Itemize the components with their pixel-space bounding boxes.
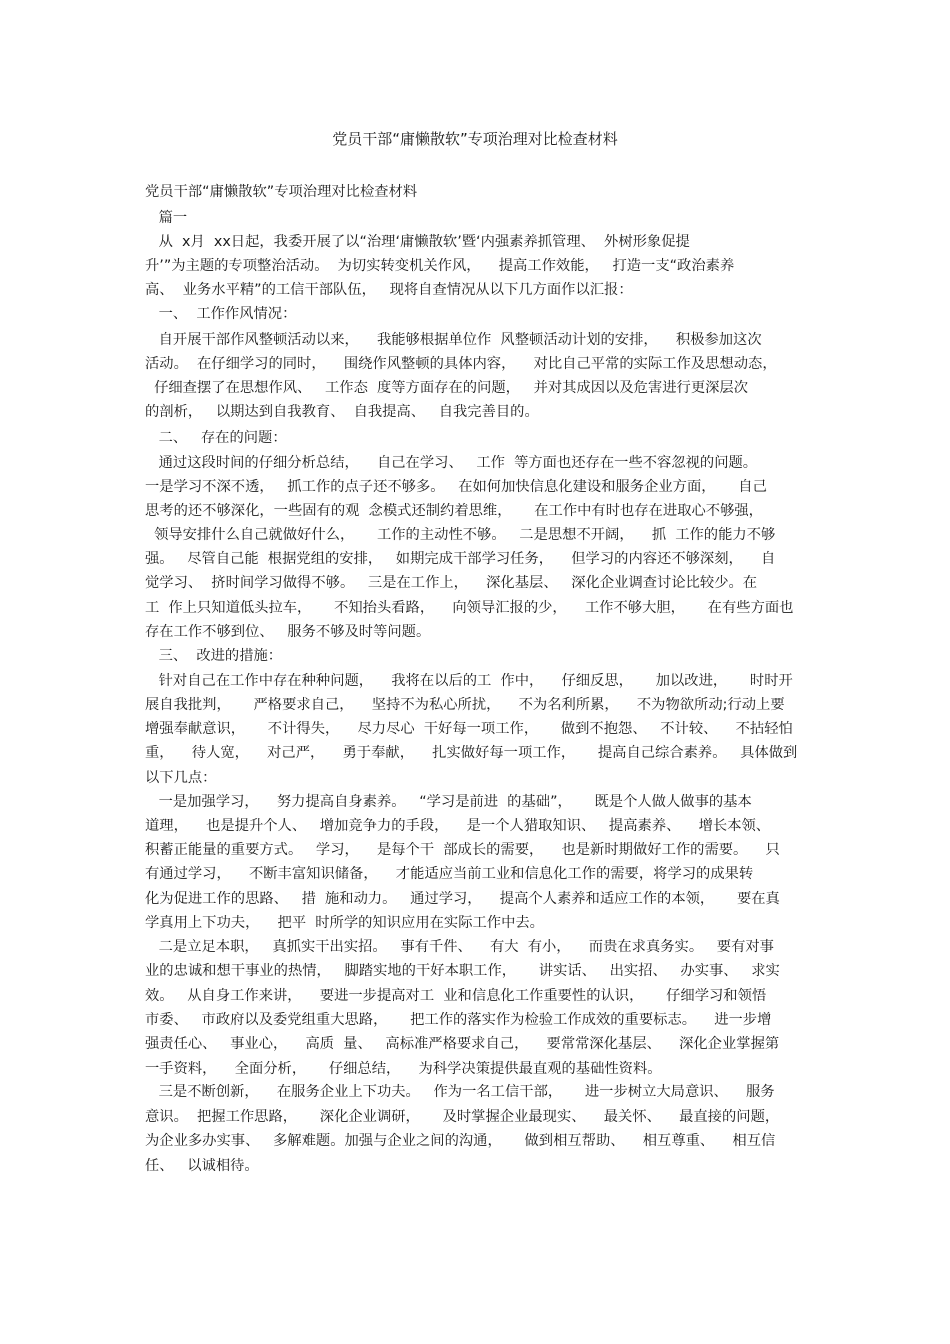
document-title: 党员干部“庸懒散软”专项治理对比检查材料 — [332, 130, 618, 148]
paragraph-line: 领导安排什么自己就做好什么， 工作的主动性不够。 二是思想不开阔， 抓 工作的能力不够 — [145, 527, 776, 543]
paragraph-line: 篇一 — [145, 210, 188, 226]
paragraph-line: 觉学习、 挤时间学习做得不够。 三是在工作上， 深化基层、 深化企业调查讨论比较少。在 — [145, 575, 758, 591]
paragraph-line: 积蓄正能量的重要方式。 学习， 是每个干 部成长的需要， 也是新时期做好工作的需要。 只 — [145, 842, 780, 858]
paragraph-line: 针对自己在工作中存在种种问题， 我将在以后的工 作中， 仔细反思， 加以改进， 时时开 — [145, 673, 793, 689]
paragraph-line: 化为促进工作的思路、 措 施和动力。 通过学习， 提高个人素养和适应工作的本领， 要在真 — [145, 891, 780, 907]
paragraph-line: 活动。 在仔细学习的同时， 围绕作风整顿的具体内容， 对比自己平常的实际工作及思想动态， — [145, 356, 777, 372]
paragraph-line: 思考的还不够深化，一些固有的观 念模式还制约着思维， 在工作中有时也存在进取心不够强， — [145, 503, 763, 519]
paragraph-line: 任、 以诚相待。 — [145, 1158, 259, 1174]
paragraph-line: 仔细查摆了在思想作风、 工作态 度等方面存在的问题， 并对其成因以及危害进行更深层次 — [145, 380, 749, 396]
paragraph-line: 强责任心、 事业心， 高质 量、 高标准严格要求自己， 要常常深化基层、 深化企业掌握第 — [145, 1036, 780, 1052]
paragraph-line: 为企业多办实事、 多解难题。加强与企业之间的沟通， 做到相互帮助、 相互尊重、 相互信 — [145, 1133, 776, 1149]
paragraph-line: 工 作上只知道低头拉车， 不知抬头看路， 向领导汇报的少， 工作不够大胆， 在有些方面也 — [145, 600, 794, 616]
paragraph-line: 一手资料， 全面分析， 仔细总结， 为科学决策提供最直观的基础性资料。 — [145, 1061, 662, 1077]
paragraph-line: 二、 存在的问题： — [145, 430, 287, 446]
paragraph-line: 一、 工作作风情况： — [145, 306, 297, 322]
paragraph-line: 一是学习不深不透， 抓工作的点子还不够多。 在如何加快信息化建设和服务企业方面， 自己 — [145, 479, 767, 495]
paragraph-line: 学真用上下功夫， 把平 时所学的知识应用在实际工作中去。 — [145, 915, 544, 931]
paragraph-line: 业的忠诚和想干事业的热情， 脚踏实地的干好本职工作， 讲实话、 出实招、 办实事、 求实 — [145, 963, 780, 979]
paragraph-line: 意识。 把握工作思路， 深化企业调研， 及时掌握企业最现实、 最关怀、 最直接的问题， — [145, 1109, 780, 1125]
paragraph-line: 三是不断创新， 在服务企业上下功夫。 作为一名工信干部， 进一步树立大局意识、 服务 — [145, 1084, 775, 1100]
paragraph-line: 效。 从自身工作来讲， 要进一步提高对工 业和信息化工作重要性的认识， 仔细学习和领悟 — [145, 988, 767, 1004]
paragraph-line: 强。 尽管自己能 根据党组的安排， 如期完成干部学习任务， 但学习的内容还不够深刻， 自 — [145, 551, 776, 567]
paragraph-line: 升’”为主题的专项整治活动。 为切实转变机关作风， 提高工作效能， 打造一支“政治素养 — [145, 258, 735, 274]
document-heading: 党员干部“庸懒散软”专项治理对比检查材料 — [145, 184, 418, 200]
paragraph-line: 增强奉献意识， 不计得失， 尽力尽心 干好每一项工作， 做到不抱怨、 不计较、 不拈轻怕 — [145, 721, 793, 737]
paragraph-line: 以下几点： — [145, 770, 217, 786]
paragraph-line: 道理， 也是提升个人、 增加竞争力的手段， 是一个人猎取知识、 提高素养、 增长本领、 — [145, 818, 771, 834]
paragraph-line: 一是加强学习， 努力提高自身素养。 “学习是前进 的基础”， 既是个人做人做事的基本 — [145, 794, 752, 810]
paragraph-line: 存在工作不够到位、 服务不够及时等问题。 — [145, 624, 431, 640]
paragraph-line: 三、 改进的措施： — [145, 648, 283, 664]
paragraph-line: 重， 待人宽， 对己严， 勇于奉献， 扎实做好每一项工作， 提高自己综合素养。 具体做到 — [145, 745, 798, 761]
paragraph-line: 高、 业务水平精”的工信干部队伍， 现将自查情况从以下几方面作以汇报： — [145, 282, 633, 298]
paragraph-line: 自开展干部作风整顿活动以来， 我能够根据单位作 风整顿活动计划的安排， 积极参加这次 — [145, 332, 762, 348]
paragraph-line: 市委、 市政府以及委党组重大思路， 把工作的落实作为检验工作成效的重要标志。 进一步增 — [145, 1012, 772, 1028]
paragraph-line: 通过这段时间的仔细分析总结， 自己在学习、 工作 等方面也还存在一些不容忽视的问题。 — [145, 455, 758, 471]
paragraph-line: 有通过学习， 不断丰富知识储备， 才能适应当前工业和信息化工作的需要，将学习的成果转 — [145, 866, 754, 882]
paragraph-line: 从 x月 xx日起，我委开展了以“治理‘庸懒散软’暨‘内强素养抓管理、 外树形象促提 — [145, 234, 690, 250]
paragraph-line: 的剖析， 以期达到自我教育、 自我提高、 自我完善目的。 — [145, 404, 539, 420]
paragraph-line: 二是立足本职， 真抓实干出实招。 事有千件、 有大 有小， 而贵在求真务实。 要有对事 — [145, 939, 774, 955]
paragraph-line: 展自我批判， 严格要求自己， 坚持不为私心所扰， 不为名利所累， 不为物欲所动;行动上要 — [145, 697, 785, 713]
